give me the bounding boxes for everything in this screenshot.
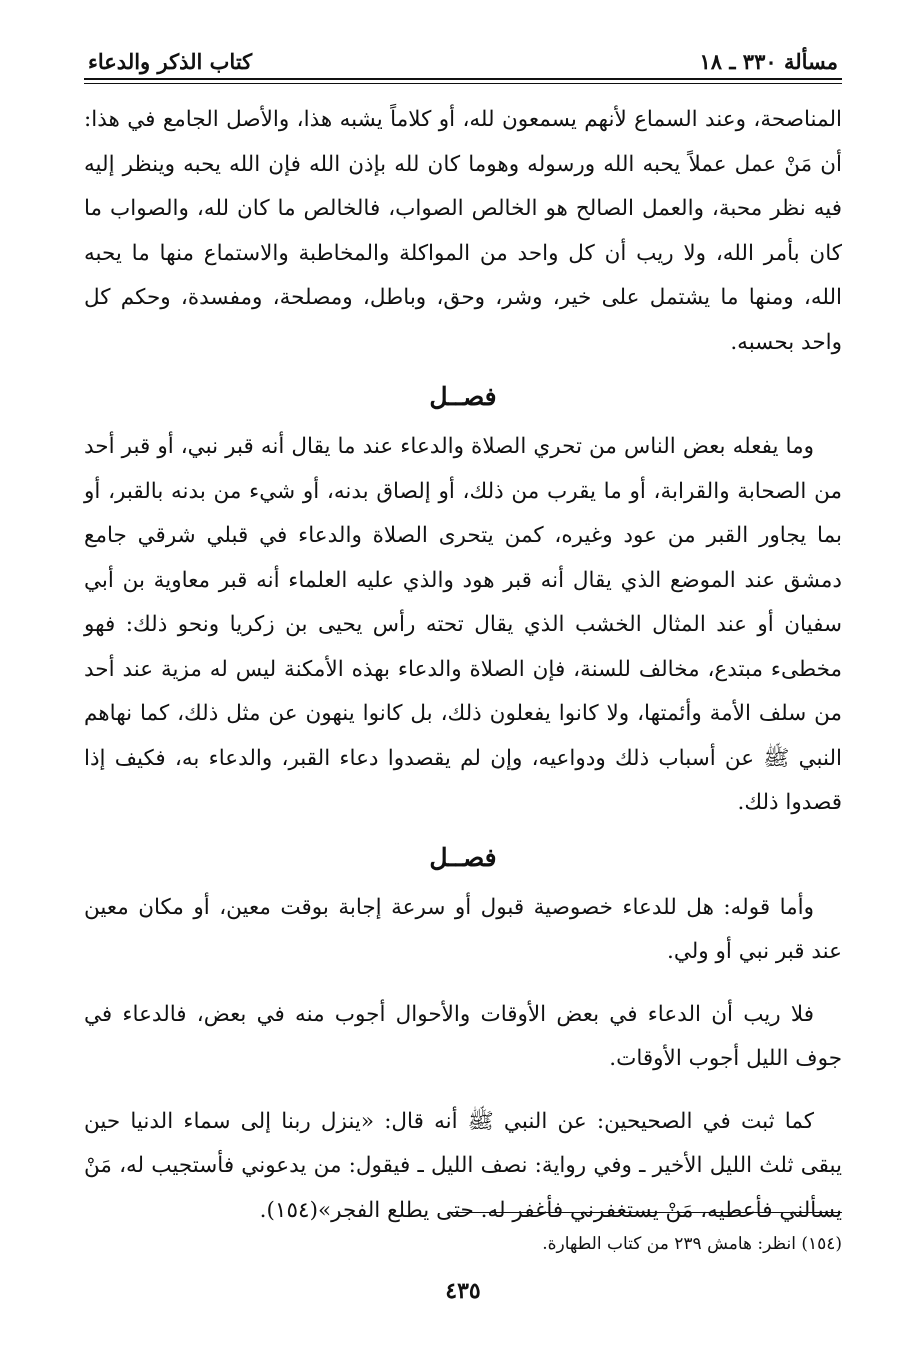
footnote-area: [84, 1212, 842, 1257]
paragraph: وأما قوله: هل للدعاء خصوصية قبول أو سرعة إجابة بوقت معين، أو مكان معين عند قبر نبي أو ولي.: [84, 894, 842, 964]
main-text: [84, 98, 842, 1233]
running-header: [84, 40, 842, 74]
section-heading: فصــل: [429, 842, 497, 872]
paragraph: فلا ريب أن الدعاء في بعض الأوقات والأحوال أجوب منه في بعض، فالدعاء في جوف الليل أجوب الأوقات.: [84, 1001, 842, 1071]
paragraph: وما يفعله بعض الناس من تحري الصلاة والدعاء عند ما يقال أنه قبر نبي، أو قبر أحد من الصحابة والقرابة، أو ما يقرب من ذلك، أو إلصاق بدنه، أو شيء من بدنه بالقبر، أو بما يجاور القبر من عود وغيره، كمن يتحرى الصلاة والدعاء في قبلي شرقي جامع دمشق عند الموضع الذي يقال أنه قبر هود والذي عليه العلماء أنه قبر معاوية بن أبي سفيان أو عند المثال الخشب الذي يقال تحته رأس يحيى بن زكريا ونحو ذلك: فهو مخطىء مبتدع، مخالف للسنة، فإن الصلاة والدعاء بهذه الأمكنة ليس له مزية عند أحد من سلف الأمة وأئمتها، ولا كانوا يفعلون ذلك، بل كانوا ينهون عن مثل ذلك، كما نهاهم النبي ﷺ عن أسباب ذلك ودواعيه، وإن لم يقصدوا دعاء القبر، والدعاء به، فكيف إذا قصدوا ذلك.: [84, 434, 842, 815]
footnote-rule: [450, 1212, 842, 1213]
paragraph: المناصحة، وعند السماع لأنهم يسمعون لله، أو كلاماً يشبه هذا، والأصل الجامع في هذا: أن مَنْ عمل عملاً يحبه الله ورسوله وهوما كان لله بإذن الله فإن الله يحبه وينظر إليه فيه نظر محبة، والعمل الصالح هو الخالص الصواب، فالخالص ما كان لله، والصواب ما كان بأمر الله، ولا ريب أن كل واحد من المواكلة والمخاطبة والاستماع منها ما يحبه الله، ومنها ما يشتمل على خير، وشر، وحق، وباطل، ومصلحة، ومفسدة، وحكم كل واحد بحسبه.: [84, 107, 842, 355]
header-book-title: كتاب الذكر والدعاء: [88, 49, 253, 74]
page-number: ٤٣٥: [445, 1278, 481, 1304]
footnote: (١٥٤) انظر: هامش ٢٣٩ من كتاب الطهارة.: [542, 1234, 842, 1254]
book-page: [84, 40, 842, 1330]
header-double-rule: [84, 78, 842, 84]
section-heading: فصــل: [429, 382, 497, 411]
header-issue-number: مسألة ٣٣٠ ـ ١٨: [699, 49, 838, 74]
paragraph: كما ثبت في الصحيحين: عن النبي ﷺ أنه قال: «ينزل ربنا إلى سماء الدنيا حين يبقى ثلث الليل الأخير ـ وفي رواية: نصف الليل ـ فيقول: من يدعوني فأستجيب له، مَنْ يسألني فأعطيه، مَنْ يستغفرني فأغفر له. حتى يطلع الفجر»(١٥٤).: [84, 1108, 842, 1223]
